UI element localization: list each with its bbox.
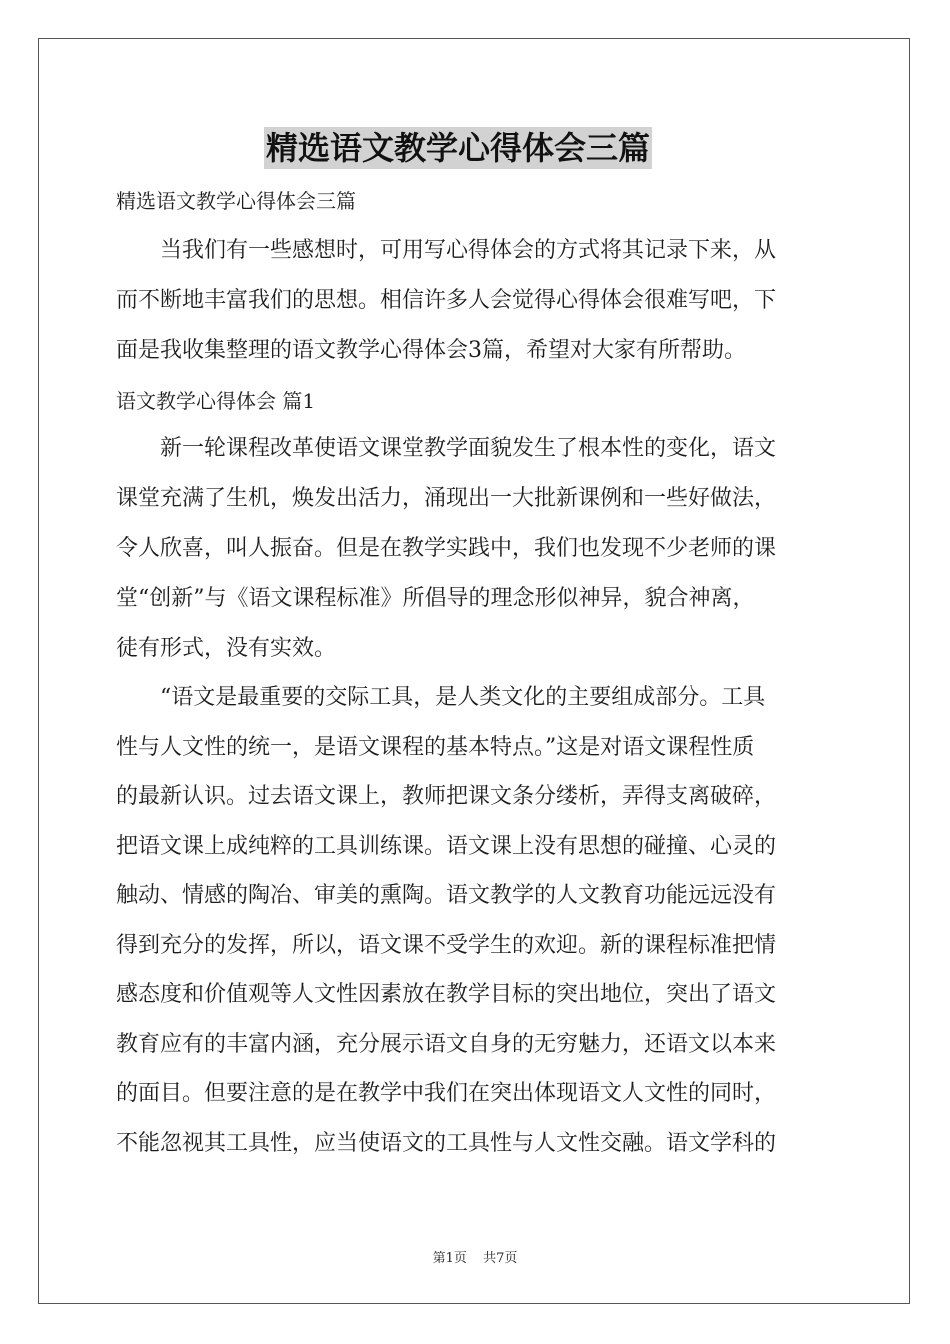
page-total: 共7页 bbox=[483, 1251, 518, 1266]
body-line: 感态度和价值观等人文性因素放在教学目标的突出地位，突出了语文 bbox=[116, 982, 777, 1007]
body-line: “语文是最重要的交际工具，是人类文化的主要组成部分。工具 bbox=[116, 685, 766, 710]
body-line: 面是我收集整理的语文教学心得体会3篇，希望对大家有所帮助。 bbox=[116, 338, 746, 363]
body-line: 触动、情感的陶冶、审美的熏陶。语文教学的人文教育功能远远没有 bbox=[116, 883, 777, 908]
body-line: 把语文课上成纯粹的工具训练课。语文课上没有思想的碰撞、心灵的 bbox=[116, 834, 777, 859]
page-border bbox=[38, 38, 910, 1304]
body-line: 新一轮课程改革使语文课堂教学面貌发生了根本性的变化，语文 bbox=[116, 436, 777, 461]
document-subtitle: 精选语文教学心得体会三篇 bbox=[116, 189, 356, 213]
body-line: 教育应有的丰富内涵，充分展示语文自身的无穷魅力，还语文以本来 bbox=[116, 1032, 777, 1057]
body-line: 得到充分的发挥，所以，语文课不受学生的欢迎。新的课程标准把情 bbox=[116, 933, 777, 958]
body-line: 徒有形式，没有实效。 bbox=[116, 636, 337, 661]
body-line: 的面目。但要注意的是在教学中我们在突出体现语文人文性的同时， bbox=[116, 1081, 777, 1106]
body-line: 当我们有一些感想时，可用写心得体会的方式将其记录下来，从 bbox=[116, 238, 777, 263]
body-line: 令人欣喜，叫人振奋。但是在教学实践中，我们也发现不少老师的课 bbox=[116, 536, 777, 561]
page-number: 第1页 bbox=[432, 1251, 467, 1266]
body-line: 的最新认识。过去语文课上，教师把课文条分缕析，弄得支离破碎， bbox=[116, 784, 777, 809]
body-line: 不能忽视其工具性，应当使语文的工具性与人文性交融。语文学科的 bbox=[116, 1131, 777, 1156]
body-line: 而不断地丰富我们的思想。相信许多人会觉得心得体会很难写吧，下 bbox=[116, 288, 777, 313]
document-title: 精选语文教学心得体会三篇 bbox=[266, 129, 651, 167]
section-heading: 语文教学心得体会 篇1 bbox=[116, 389, 316, 413]
body-line: 性与人文性的统一，是语文课程的基本特点。”这是对语文课程性质 bbox=[116, 735, 755, 760]
page-footer bbox=[0, 1247, 950, 1266]
body-line: 课堂充满了生机，焕发出活力，涌现出一大批新课例和一些好做法， bbox=[116, 486, 777, 511]
body-line: 堂“创新”与《语文课程标准》所倡导的理念形似神异，貌合神离， bbox=[116, 586, 755, 611]
